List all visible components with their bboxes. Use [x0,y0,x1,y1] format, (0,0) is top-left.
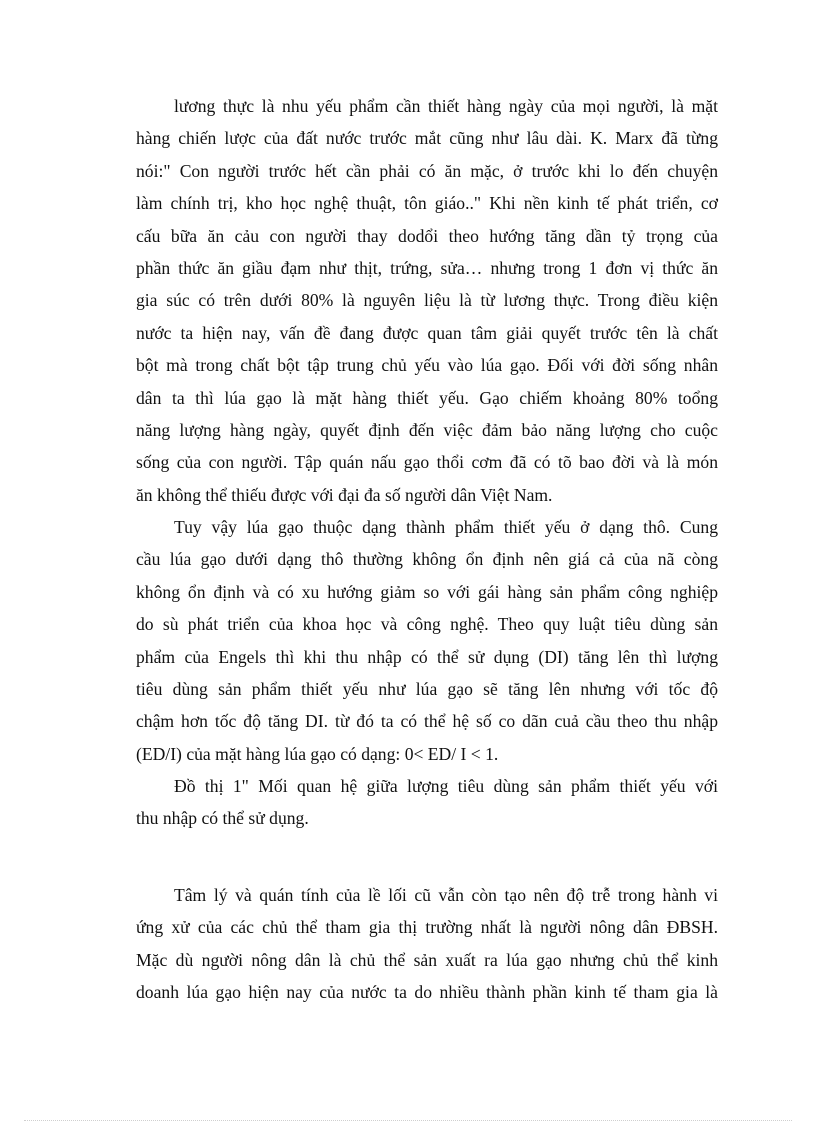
text-line: năng lượng hàng ngày, quyết định đến việc đảm bảo năng lượng cho cuộc [136,419,718,440]
figure-caption [136,770,718,835]
text-line: cầu lúa gạo dưới dạng thô thường không ổn định nên giá cả của nã còng [136,549,718,570]
text-line: làm chính trị, kho học nghệ thuật, tôn giáo.." Khi nền kinh tế phát triển, cơ [136,193,718,214]
text-line: ăn không thể thiếu được với đại đa số người dân Việt Nam. [136,484,553,505]
text-line: chậm hơn tốc độ tăng DI. từ đó ta có thể hệ số co dãn cuả cầu theo thu nhập [136,711,718,732]
text-line: thu nhập có thể sử dụng. [136,808,309,829]
text-line: bột mà trong chất bột tập trung chủ yếu vào lúa gạo. Đối với đời sống nhân [136,355,718,376]
text-line: Tâm lý và quán tính của lề lối cũ vẫn còn tạo nên độ trễ trong hành vi [174,885,718,905]
text-line: lương thực là nhu yếu phẩm cần thiết hàng ngày của mọi người, là mặt [174,96,718,116]
text-line: Mặc dù người nông dân là chủ thể sản xuất ra lúa gạo nhưng chủ thể kinh [136,949,718,970]
text-line: nói:" Con người trước hết cần phải có ăn mặc, ở trước khi lo đến chuyện [136,160,718,181]
text-line: Tuy vậy lúa gạo thuộc dạng thành phẩm thiết yếu ở dạng thô. Cung [174,517,718,537]
text-line: sống của con người. Tập quán nấu gạo thổi cơm đã có tõ bao đời và là món [136,452,718,473]
text-line: ứng xử của các chủ thể tham gia thị trường nhất là người nông dân ĐBSH. [136,917,718,938]
text-line: cấu bữa ăn cảu con người thay dodổi theo hướng tăng dần tỷ trọng của [136,225,718,246]
text-line: (ED/I) của mặt hàng lúa gạo có dạng: 0< ED/ I < 1. [136,743,499,764]
text-line: Đồ thị 1" Mối quan hệ giữa lượng tiêu dùng sản phẩm thiết yếu với [174,776,718,796]
paragraph-food-importance [136,90,718,511]
page-bottom-rule [24,1120,792,1121]
paragraph-engels-law [136,511,718,770]
text-line: hàng chiến lược của đất nước trước mắt cũng như lâu dài. K. Marx đã từng [136,128,718,149]
text-line: dân ta thì lúa gạo là mặt hàng thiết yếu. Gạo chiếm khoảng 80% toổng [136,387,718,408]
text-line: không ổn định và có xu hướng giảm so với gái hàng sản phẩm công nghiệp [136,581,718,602]
text-line: gia súc có trên dưới 80% là nguyên liệu là từ lương thực. Trong điều kiện [136,290,718,311]
text-line: tiêu dùng sản phẩm thiết yếu như lúa gạo sẽ tăng lên nhưng với tốc độ [136,678,718,699]
text-line: phần thức ăn giầu đạm như thịt, trứng, sửa… nhưng trong 1 đơn vị thức ăn [136,257,718,278]
text-line: do sù phát triển của khoa học và công nghệ. Theo quy luật tiêu dùng sản [136,614,718,635]
text-line: doanh lúa gạo hiện nay của nước ta do nhiều thành phần kinh tế tham gia là [136,982,718,1003]
text-line: nước ta hiện nay, vấn đề đang được quan tâm giải quyết trước tên là chất [136,322,718,343]
paragraph-farmer-behavior [136,879,718,1009]
text-line: phẩm của Engels thì khi thu nhập có thể sử dụng (DI) tăng lên thì lượng [136,646,718,667]
